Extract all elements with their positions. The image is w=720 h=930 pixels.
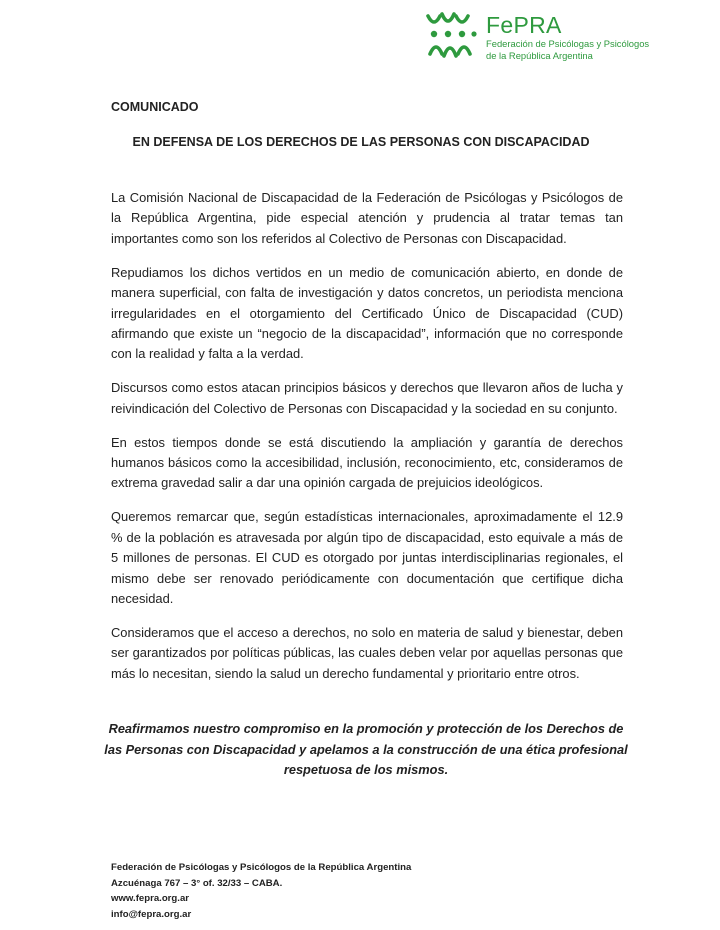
footer-email-link[interactable]: info@fepra.org.ar [111,908,192,920]
document-title: EN DEFENSA DE LOS DERECHOS DE LAS PERSONAS CON DISCAPACIDAD [132,135,590,149]
logo-subtitle-line2: de la República Argentina [486,49,593,61]
footer-org: Federación de Psicólogas y Psicólogos de la República Argentina [111,862,412,873]
paragraph-2: Repudiamos los dichos vertidos en un medio de comunicación abierto, en donde de manera superficial, con falta de investigación y datos concretos, un periodista menciona irregularidades en el otorgamiento del Certificado Único de Discapacidad (CUD) afirmando que existe un “negocio de la discapacidad”, información que no corresponde con la realidad y falta a la verdad. [111,264,623,362]
document-body [111,188,623,698]
closing-line-1: Reafirmamos nuestro compromiso en la promoción y protección de los Derechos de [108,721,624,736]
footer-website-link[interactable]: www.fepra.org.ar [111,893,190,905]
people-emblem-icon [424,10,480,60]
closing-line-2: las Personas con Discapacidad y apelamos a la construcción de una ética profesional [104,741,628,757]
footer-address: Azcuénaga 767 – 3° of. 32/33 – CABA. [111,877,283,889]
logo-subtitle [486,38,666,61]
paragraph-4: En estos tiempos donde se está discutiendo la ampliación y garantía de derechos humanos básicos como la accesibilidad, inclusión, reconocimiento, etc, consideramos de extrema gravedad salir a dar una opinión cargada de prejuicios ideológicos. [111,434,623,491]
logo-wordmark: FePRA [486,12,562,38]
closing-line-3: respetuosa de los mismos. [283,762,449,777]
fepra-logo [424,10,664,66]
paragraph-6: Consideramos que el acceso a derechos, no solo en materia de salud y bienestar, deben ser garantizados por políticas públicas, las cuales deben velar por aquellas personas que más lo necesitan, siendo la salud un derecho fundamental y prioritario entre otros. [111,624,623,681]
closing-statement [100,719,632,781]
paragraph-1: La Comisión Nacional de Discapacidad de la Federación de Psicólogas y Psicólogos de la República Argentina, pide especial atención y prudencia al tratar temas tan importantes como son los referidos al Colectivo de Personas con Discapacidad. [111,190,623,246]
footer [111,860,511,922]
paragraph-3: Discursos como estos atacan principios básicos y derechos que llevaron años de lucha y reivindicación del Colectivo de Personas con Discapacidad y la sociedad en su conjunto. [111,380,623,416]
logo-subtitle-line1: Federación de Psicólogas y Psicólogos [486,38,650,49]
paragraph-5: Queremos remarcar que, según estadísticas internacionales, aproximadamente el 12.9 % de la población es atravesada por algún tipo de discapacidad, esto equivale a más de 5 millones de personas. El CUD es otorgado por juntas interdisciplinarias regionales, el mismo debe ser renovado periódicamente con documentación que certifique dicha necesidad. [111,509,623,606]
document-label: COMUNICADO [111,100,199,114]
